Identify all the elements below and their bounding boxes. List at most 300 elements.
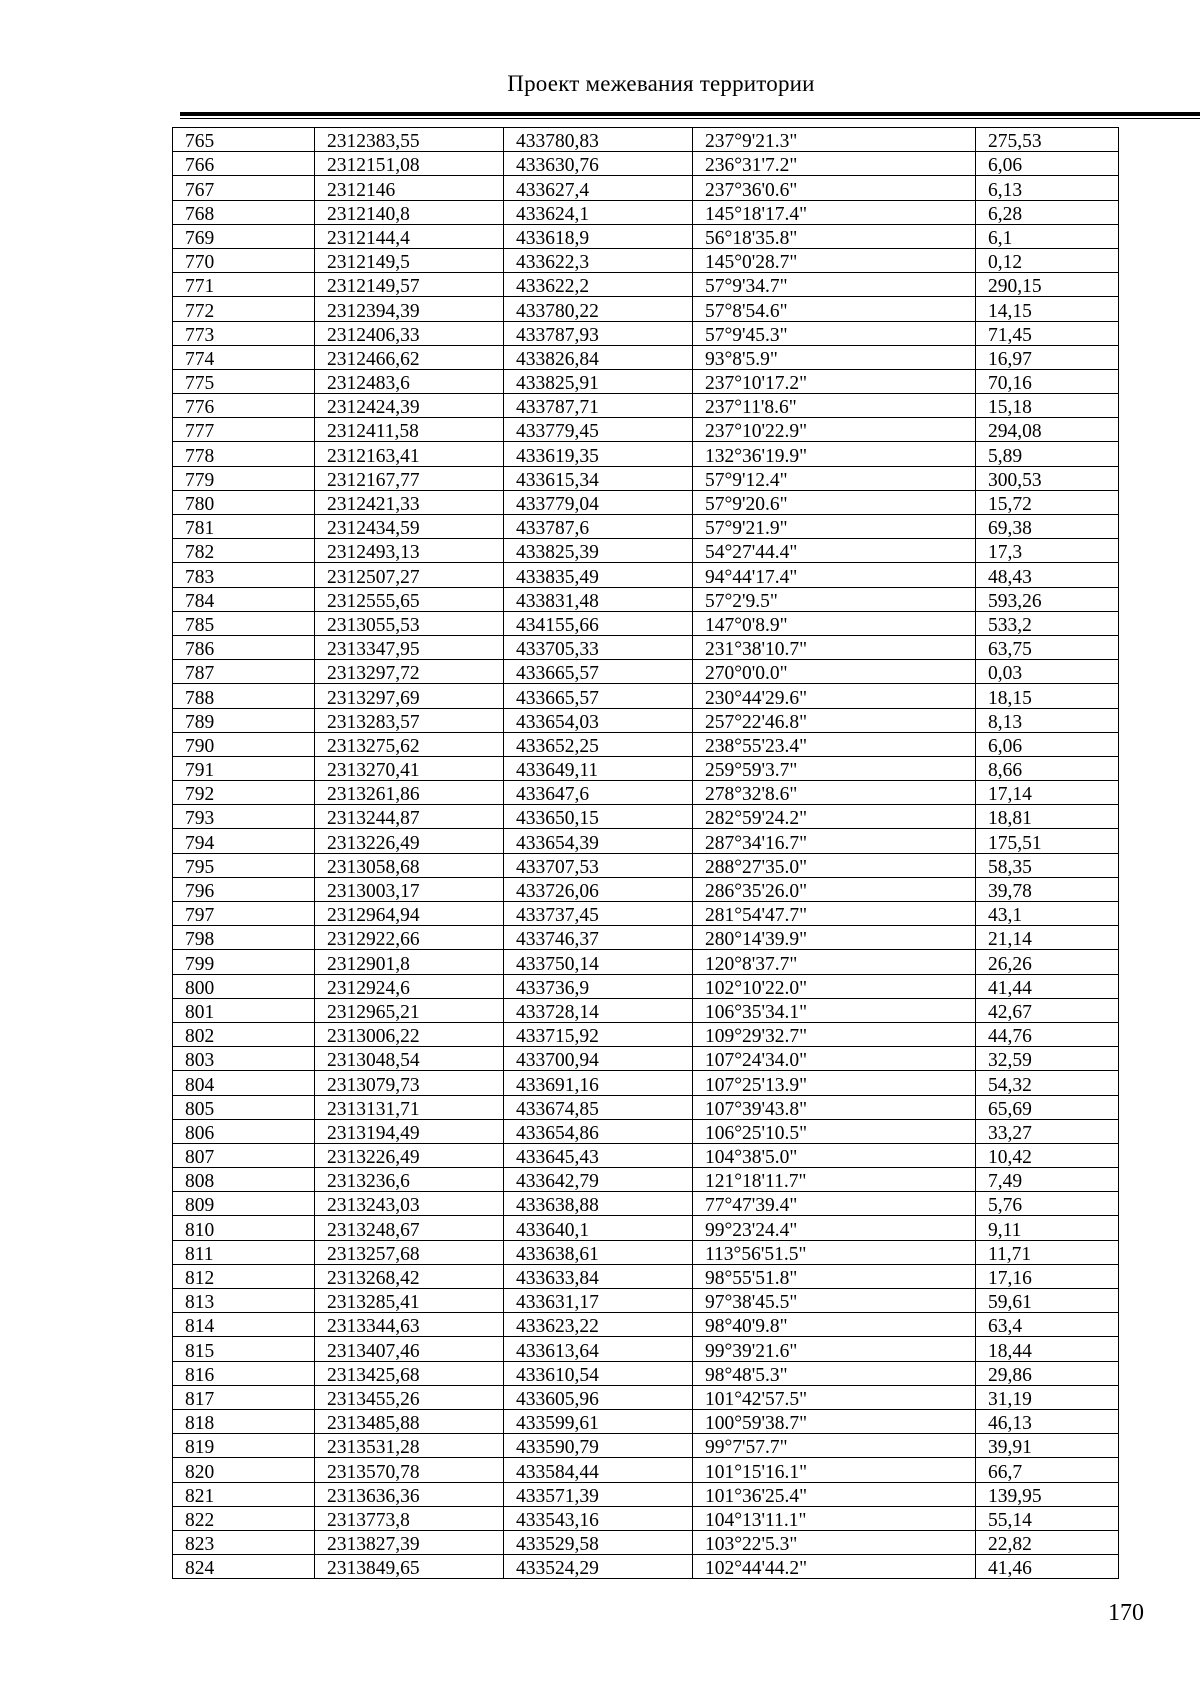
point-number-cell: 821 [173,1482,315,1506]
y-coordinate-cell: 433650,15 [504,805,693,829]
table-row [173,297,1119,321]
direction-angle-cell: 237°11'8.6" [693,394,976,418]
point-number-cell: 822 [173,1506,315,1530]
y-coordinate-cell: 433642,79 [504,1168,693,1192]
table-row [173,853,1119,877]
direction-angle-cell: 103°22'5.3" [693,1530,976,1554]
table-row [173,708,1119,732]
direction-angle-cell: 101°36'25.4" [693,1482,976,1506]
table-row [173,539,1119,563]
x-coordinate-cell: 2312922,66 [315,926,504,950]
direction-angle-cell: 98°48'5.3" [693,1361,976,1385]
x-coordinate-cell: 2313006,22 [315,1022,504,1046]
length-cell: 39,91 [976,1434,1119,1458]
length-cell: 6,06 [976,152,1119,176]
length-cell: 65,69 [976,1095,1119,1119]
point-number-cell: 767 [173,176,315,200]
y-coordinate-cell: 433835,49 [504,563,693,587]
length-cell: 18,44 [976,1337,1119,1361]
y-coordinate-cell: 433622,2 [504,273,693,297]
direction-angle-cell: 104°13'11.1" [693,1506,976,1530]
y-coordinate-cell: 433746,37 [504,926,693,950]
y-coordinate-cell: 433619,35 [504,442,693,466]
x-coordinate-cell: 2313226,49 [315,829,504,853]
table-row [173,1168,1119,1192]
y-coordinate-cell: 433654,86 [504,1119,693,1143]
direction-angle-cell: 57°9'20.6" [693,490,976,514]
length-cell: 10,42 [976,1143,1119,1167]
direction-angle-cell: 145°0'28.7" [693,248,976,272]
point-number-cell: 803 [173,1047,315,1071]
direction-angle-cell: 113°56'51.5" [693,1240,976,1264]
table-row [173,128,1119,152]
point-number-cell: 794 [173,829,315,853]
y-coordinate-cell: 433674,85 [504,1095,693,1119]
direction-angle-cell: 147°0'8.9" [693,611,976,635]
x-coordinate-cell: 2313257,68 [315,1240,504,1264]
y-coordinate-cell: 433715,92 [504,1022,693,1046]
table-row [173,515,1119,539]
length-cell: 48,43 [976,563,1119,587]
point-number-cell: 773 [173,321,315,345]
y-coordinate-cell: 433787,71 [504,394,693,418]
table-row [173,902,1119,926]
direction-angle-cell: 57°9'12.4" [693,466,976,490]
y-coordinate-cell: 433599,61 [504,1409,693,1433]
point-number-cell: 814 [173,1313,315,1337]
length-cell: 7,49 [976,1168,1119,1192]
x-coordinate-cell: 2313425,68 [315,1361,504,1385]
point-number-cell: 779 [173,466,315,490]
point-number-cell: 796 [173,877,315,901]
point-number-cell: 782 [173,539,315,563]
length-cell: 6,1 [976,224,1119,248]
point-number-cell: 778 [173,442,315,466]
table-row [173,1264,1119,1288]
table-row [173,1192,1119,1216]
direction-angle-cell: 281°54'47.7" [693,902,976,926]
table-row [173,1216,1119,1240]
x-coordinate-cell: 2313268,42 [315,1264,504,1288]
point-number-cell: 791 [173,756,315,780]
x-coordinate-cell: 2312424,39 [315,394,504,418]
point-number-cell: 799 [173,950,315,974]
x-coordinate-cell: 2312483,6 [315,369,504,393]
point-number-cell: 809 [173,1192,315,1216]
direction-angle-cell: 237°10'22.9" [693,418,976,442]
point-number-cell: 806 [173,1119,315,1143]
y-coordinate-cell: 433787,6 [504,515,693,539]
length-cell: 17,14 [976,781,1119,805]
length-cell: 55,14 [976,1506,1119,1530]
direction-angle-cell: 257°22'46.8" [693,708,976,732]
length-cell: 18,81 [976,805,1119,829]
y-coordinate-cell: 433524,29 [504,1555,693,1579]
direction-angle-cell: 132°36'19.9" [693,442,976,466]
point-number-cell: 819 [173,1434,315,1458]
y-coordinate-cell: 433647,6 [504,781,693,805]
point-number-cell: 776 [173,394,315,418]
direction-angle-cell: 102°44'44.2" [693,1555,976,1579]
direction-angle-cell: 238°55'23.4" [693,732,976,756]
direction-angle-cell: 98°40'9.8" [693,1313,976,1337]
point-number-cell: 816 [173,1361,315,1385]
x-coordinate-cell: 2313244,87 [315,805,504,829]
x-coordinate-cell: 2312493,13 [315,539,504,563]
point-number-cell: 810 [173,1216,315,1240]
length-cell: 59,61 [976,1289,1119,1313]
length-cell: 18,15 [976,684,1119,708]
coordinates-table [172,127,1119,1579]
direction-angle-cell: 93°8'5.9" [693,345,976,369]
x-coordinate-cell: 2312149,5 [315,248,504,272]
y-coordinate-cell: 433627,4 [504,176,693,200]
point-number-cell: 786 [173,635,315,659]
x-coordinate-cell: 2312434,59 [315,515,504,539]
x-coordinate-cell: 2313570,78 [315,1458,504,1482]
direction-angle-cell: 94°44'17.4" [693,563,976,587]
direction-angle-cell: 107°39'43.8" [693,1095,976,1119]
x-coordinate-cell: 2313455,26 [315,1385,504,1409]
length-cell: 5,76 [976,1192,1119,1216]
direction-angle-cell: 237°9'21.3" [693,128,976,152]
y-coordinate-cell: 433571,39 [504,1482,693,1506]
point-number-cell: 792 [173,781,315,805]
table-row [173,345,1119,369]
x-coordinate-cell: 2313048,54 [315,1047,504,1071]
point-number-cell: 795 [173,853,315,877]
point-number-cell: 824 [173,1555,315,1579]
x-coordinate-cell: 2312964,94 [315,902,504,926]
x-coordinate-cell: 2313344,63 [315,1313,504,1337]
point-number-cell: 787 [173,660,315,684]
length-cell: 44,76 [976,1022,1119,1046]
point-number-cell: 820 [173,1458,315,1482]
x-coordinate-cell: 2313194,49 [315,1119,504,1143]
length-cell: 41,44 [976,974,1119,998]
table-row [173,660,1119,684]
point-number-cell: 797 [173,902,315,926]
point-number-cell: 805 [173,1095,315,1119]
length-cell: 16,97 [976,345,1119,369]
table-row [173,248,1119,272]
direction-angle-cell: 101°15'16.1" [693,1458,976,1482]
table-row [173,1409,1119,1433]
x-coordinate-cell: 2313849,65 [315,1555,504,1579]
length-cell: 300,53 [976,466,1119,490]
direction-angle-cell: 57°9'45.3" [693,321,976,345]
table-row [173,877,1119,901]
x-coordinate-cell: 2313261,86 [315,781,504,805]
y-coordinate-cell: 433665,57 [504,684,693,708]
table-row [173,805,1119,829]
y-coordinate-cell: 433726,06 [504,877,693,901]
table-row [173,1289,1119,1313]
y-coordinate-cell: 433610,54 [504,1361,693,1385]
x-coordinate-cell: 2312406,33 [315,321,504,345]
length-cell: 593,26 [976,587,1119,611]
table-row [173,563,1119,587]
x-coordinate-cell: 2313407,46 [315,1337,504,1361]
y-coordinate-cell: 433691,16 [504,1071,693,1095]
point-number-cell: 780 [173,490,315,514]
direction-angle-cell: 100°59'38.7" [693,1409,976,1433]
length-cell: 22,82 [976,1530,1119,1554]
direction-angle-cell: 121°18'11.7" [693,1168,976,1192]
point-number-cell: 817 [173,1385,315,1409]
length-cell: 275,53 [976,128,1119,152]
length-cell: 533,2 [976,611,1119,635]
length-cell: 0,03 [976,660,1119,684]
point-number-cell: 812 [173,1264,315,1288]
table-row [173,1022,1119,1046]
x-coordinate-cell: 2312151,08 [315,152,504,176]
direction-angle-cell: 104°38'5.0" [693,1143,976,1167]
point-number-cell: 775 [173,369,315,393]
y-coordinate-cell: 433640,1 [504,1216,693,1240]
point-number-cell: 804 [173,1071,315,1095]
direction-angle-cell: 287°34'16.7" [693,829,976,853]
x-coordinate-cell: 2313079,73 [315,1071,504,1095]
direction-angle-cell: 99°23'24.4" [693,1216,976,1240]
table-row [173,176,1119,200]
point-number-cell: 770 [173,248,315,272]
length-cell: 290,15 [976,273,1119,297]
x-coordinate-cell: 2313285,41 [315,1289,504,1313]
table-row [173,1071,1119,1095]
length-cell: 41,46 [976,1555,1119,1579]
x-coordinate-cell: 2313297,72 [315,660,504,684]
y-coordinate-cell: 434155,66 [504,611,693,635]
direction-angle-cell: 54°27'44.4" [693,539,976,563]
table-row [173,273,1119,297]
x-coordinate-cell: 2313297,69 [315,684,504,708]
y-coordinate-cell: 433605,96 [504,1385,693,1409]
y-coordinate-cell: 433780,22 [504,297,693,321]
direction-angle-cell: 120°8'37.7" [693,950,976,974]
direction-angle-cell: 270°0'0.0" [693,660,976,684]
length-cell: 54,32 [976,1071,1119,1095]
x-coordinate-cell: 2313248,67 [315,1216,504,1240]
table-row [173,998,1119,1022]
table-row [173,200,1119,224]
y-coordinate-cell: 433831,48 [504,587,693,611]
y-coordinate-cell: 433638,61 [504,1240,693,1264]
table-row [173,1530,1119,1554]
direction-angle-cell: 231°38'10.7" [693,635,976,659]
length-cell: 6,13 [976,176,1119,200]
direction-angle-cell: 101°42'57.5" [693,1385,976,1409]
x-coordinate-cell: 2313283,57 [315,708,504,732]
direction-angle-cell: 278°32'8.6" [693,781,976,805]
length-cell: 66,7 [976,1458,1119,1482]
table-row [173,321,1119,345]
y-coordinate-cell: 433649,11 [504,756,693,780]
x-coordinate-cell: 2312901,8 [315,950,504,974]
table-row [173,1143,1119,1167]
x-coordinate-cell: 2313773,8 [315,1506,504,1530]
y-coordinate-cell: 433633,84 [504,1264,693,1288]
direction-angle-cell: 145°18'17.4" [693,200,976,224]
point-number-cell: 802 [173,1022,315,1046]
y-coordinate-cell: 433622,3 [504,248,693,272]
length-cell: 29,86 [976,1361,1119,1385]
x-coordinate-cell: 2313055,53 [315,611,504,635]
y-coordinate-cell: 433613,64 [504,1337,693,1361]
table-row [173,152,1119,176]
point-number-cell: 781 [173,515,315,539]
x-coordinate-cell: 2313236,6 [315,1168,504,1192]
direction-angle-cell: 288°27'35.0" [693,853,976,877]
table-row [173,1240,1119,1264]
page-number: 170 [1108,1600,1144,1626]
y-coordinate-cell: 433630,76 [504,152,693,176]
point-number-cell: 790 [173,732,315,756]
y-coordinate-cell: 433654,39 [504,829,693,853]
point-number-cell: 801 [173,998,315,1022]
table-row [173,394,1119,418]
point-number-cell: 765 [173,128,315,152]
table-row [173,442,1119,466]
length-cell: 139,95 [976,1482,1119,1506]
y-coordinate-cell: 433700,94 [504,1047,693,1071]
x-coordinate-cell: 2312507,27 [315,563,504,587]
x-coordinate-cell: 2312146 [315,176,504,200]
y-coordinate-cell: 433825,91 [504,369,693,393]
table-row [173,1506,1119,1530]
point-number-cell: 813 [173,1289,315,1313]
x-coordinate-cell: 2312149,57 [315,273,504,297]
direction-angle-cell: 56°18'35.8" [693,224,976,248]
x-coordinate-cell: 2313636,36 [315,1482,504,1506]
point-number-cell: 793 [173,805,315,829]
direction-angle-cell: 106°25'10.5" [693,1119,976,1143]
x-coordinate-cell: 2313485,88 [315,1409,504,1433]
y-coordinate-cell: 433618,9 [504,224,693,248]
table-row [173,587,1119,611]
x-coordinate-cell: 2313003,17 [315,877,504,901]
y-coordinate-cell: 433623,22 [504,1313,693,1337]
y-coordinate-cell: 433787,93 [504,321,693,345]
y-coordinate-cell: 433779,04 [504,490,693,514]
point-number-cell: 798 [173,926,315,950]
point-number-cell: 777 [173,418,315,442]
y-coordinate-cell: 433707,53 [504,853,693,877]
direction-angle-cell: 106°35'34.1" [693,998,976,1022]
y-coordinate-cell: 433529,58 [504,1530,693,1554]
y-coordinate-cell: 433736,9 [504,974,693,998]
y-coordinate-cell: 433624,1 [504,200,693,224]
x-coordinate-cell: 2312421,33 [315,490,504,514]
table-row [173,490,1119,514]
direction-angle-cell: 97°38'45.5" [693,1289,976,1313]
point-number-cell: 768 [173,200,315,224]
x-coordinate-cell: 2313275,62 [315,732,504,756]
length-cell: 63,75 [976,635,1119,659]
point-number-cell: 769 [173,224,315,248]
table-row [173,1434,1119,1458]
x-coordinate-cell: 2312383,55 [315,128,504,152]
length-cell: 6,28 [976,200,1119,224]
table-row [173,635,1119,659]
x-coordinate-cell: 2313827,39 [315,1530,504,1554]
point-number-cell: 800 [173,974,315,998]
y-coordinate-cell: 433825,39 [504,539,693,563]
direction-angle-cell: 259°59'3.7" [693,756,976,780]
direction-angle-cell: 107°24'34.0" [693,1047,976,1071]
length-cell: 32,59 [976,1047,1119,1071]
length-cell: 70,16 [976,369,1119,393]
length-cell: 58,35 [976,853,1119,877]
length-cell: 26,26 [976,950,1119,974]
y-coordinate-cell: 433543,16 [504,1506,693,1530]
length-cell: 17,16 [976,1264,1119,1288]
point-number-cell: 808 [173,1168,315,1192]
x-coordinate-cell: 2312167,77 [315,466,504,490]
table-row [173,418,1119,442]
y-coordinate-cell: 433631,17 [504,1289,693,1313]
point-number-cell: 823 [173,1530,315,1554]
table-row [173,974,1119,998]
table-row [173,1482,1119,1506]
direction-angle-cell: 237°10'17.2" [693,369,976,393]
direction-angle-cell: 57°2'9.5" [693,587,976,611]
length-cell: 69,38 [976,515,1119,539]
table-row [173,1313,1119,1337]
y-coordinate-cell: 433705,33 [504,635,693,659]
length-cell: 17,3 [976,539,1119,563]
direction-angle-cell: 57°8'54.6" [693,297,976,321]
length-cell: 63,4 [976,1313,1119,1337]
length-cell: 31,19 [976,1385,1119,1409]
header-rule-thick [180,112,1200,116]
y-coordinate-cell: 433615,34 [504,466,693,490]
point-number-cell: 789 [173,708,315,732]
coordinates-table-body [173,128,1119,1579]
x-coordinate-cell: 2313131,71 [315,1095,504,1119]
table-row [173,466,1119,490]
table-row [173,611,1119,635]
x-coordinate-cell: 2312394,39 [315,297,504,321]
table-row [173,926,1119,950]
x-coordinate-cell: 2313243,03 [315,1192,504,1216]
y-coordinate-cell: 433590,79 [504,1434,693,1458]
x-coordinate-cell: 2312555,65 [315,587,504,611]
length-cell: 8,66 [976,756,1119,780]
x-coordinate-cell: 2313270,41 [315,756,504,780]
y-coordinate-cell: 433665,57 [504,660,693,684]
table-row [173,781,1119,805]
point-number-cell: 774 [173,345,315,369]
point-number-cell: 811 [173,1240,315,1264]
table-row [173,1385,1119,1409]
table-row [173,1361,1119,1385]
direction-angle-cell: 286°35'26.0" [693,877,976,901]
table-row [173,684,1119,708]
direction-angle-cell: 237°36'0.6" [693,176,976,200]
y-coordinate-cell: 433654,03 [504,708,693,732]
table-row [173,369,1119,393]
x-coordinate-cell: 2312924,6 [315,974,504,998]
x-coordinate-cell: 2313226,49 [315,1143,504,1167]
point-number-cell: 788 [173,684,315,708]
length-cell: 71,45 [976,321,1119,345]
x-coordinate-cell: 2313347,95 [315,635,504,659]
direction-angle-cell: 99°39'21.6" [693,1337,976,1361]
length-cell: 14,15 [976,297,1119,321]
table-row [173,950,1119,974]
header-rule-thin [180,118,1200,119]
